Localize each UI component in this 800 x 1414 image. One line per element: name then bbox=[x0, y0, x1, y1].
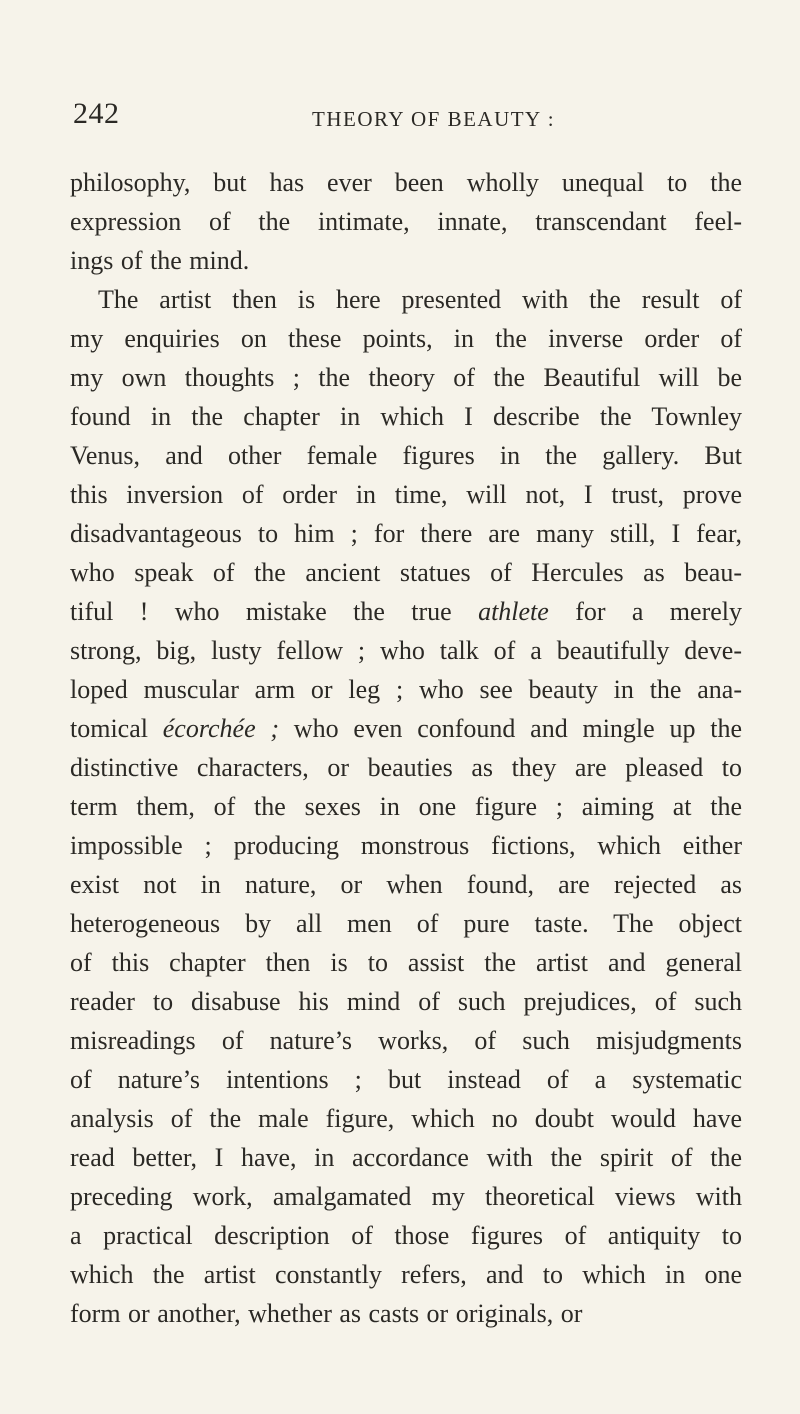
text-line: philosophy, but has ever been wholly unequal to the bbox=[70, 168, 742, 197]
text-line: Venus, and other female figures in the gallery. But bbox=[70, 441, 742, 470]
text-line: The artist then is here presented with the result of bbox=[98, 285, 742, 314]
text-line: this inversion of order in time, will not, I trust, prove bbox=[70, 480, 742, 509]
text-line: form or another, whether as casts or originals, or bbox=[70, 1299, 583, 1328]
text-line: of nature’s intentions ; but instead of a systematic bbox=[70, 1065, 742, 1094]
page-number: 242 bbox=[73, 97, 120, 130]
text-line: tomical écorchée ; who even confound and mingle up the bbox=[70, 714, 742, 743]
text-line: found in the chapter in which I describe the Townley bbox=[70, 402, 742, 431]
text-line: heterogeneous by all men of pure taste. The object bbox=[70, 909, 742, 938]
page-header bbox=[0, 96, 800, 136]
text-line: reader to disabuse his mind of such prejudices, of such bbox=[70, 987, 742, 1016]
text-line: exist not in nature, or when found, are rejected as bbox=[70, 870, 742, 899]
text-line: term them, of the sexes in one figure ; aiming at the bbox=[70, 792, 742, 821]
text-line: my own thoughts ; the theory of the Beautiful will be bbox=[70, 363, 742, 392]
text-line: preceding work, amalgamated my theoretical views with bbox=[70, 1182, 742, 1211]
text-line: tiful ! who mistake the true athlete for a merely bbox=[70, 597, 742, 626]
running-head: THEORY OF BEAUTY : bbox=[312, 107, 556, 131]
text-line: my enquiries on these points, in the inverse order of bbox=[70, 324, 742, 353]
text-line: expression of the intimate, innate, transcendant feel- bbox=[70, 207, 742, 236]
text-line: which the artist constantly refers, and to which in one bbox=[70, 1260, 742, 1289]
text-line: loped muscular arm or leg ; who see beauty in the ana- bbox=[70, 675, 742, 704]
text-line: ings of the mind. bbox=[70, 246, 250, 275]
body-text bbox=[70, 163, 742, 1333]
text-line: analysis of the male figure, which no doubt would have bbox=[70, 1104, 742, 1133]
text-line: strong, big, lusty fellow ; who talk of a beautifully deve- bbox=[70, 636, 742, 665]
text-line: who speak of the ancient statues of Hercules as beau- bbox=[70, 558, 742, 587]
text-line: a practical description of those figures of antiquity to bbox=[70, 1221, 742, 1250]
text-line: read better, I have, in accordance with the spirit of the bbox=[70, 1143, 742, 1172]
text-line: distinctive characters, or beauties as they are pleased to bbox=[70, 753, 742, 782]
text-line: misreadings of nature’s works, of such misjudgments bbox=[70, 1026, 742, 1055]
text-line: of this chapter then is to assist the artist and general bbox=[70, 948, 742, 977]
text-line: impossible ; producing monstrous fictions, which either bbox=[70, 831, 742, 860]
text-line: disadvantageous to him ; for there are many still, I fear, bbox=[70, 519, 742, 548]
